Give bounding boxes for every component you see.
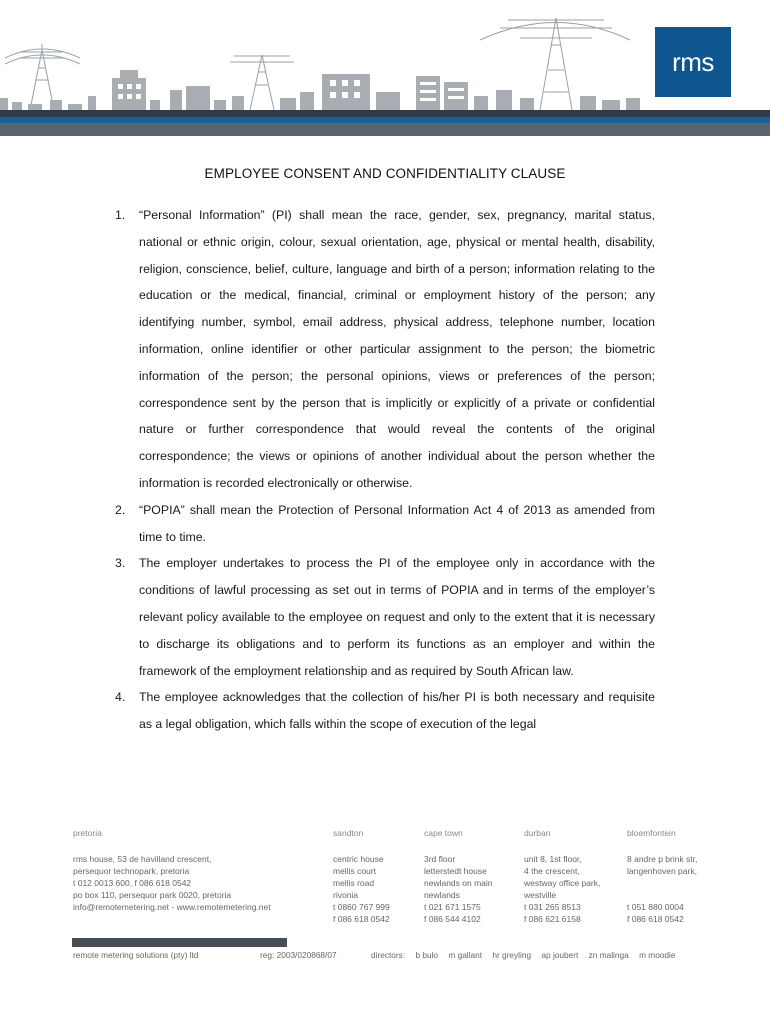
address-line: 8 andre p brink str,: [627, 854, 698, 864]
address-line: centric house: [333, 854, 384, 864]
company-name: remote metering solutions (pty) ltd: [73, 950, 199, 960]
clause-text: The employer undertakes to process the PI of the employee only in accordance with the conditions of lawful processing as set out in terms of POPIA and in terms of the employer’s relevant policy available to the employee on request and only to the extent that it is necessary to discharge its obligations and to perform its functions as an employer and within the framework of the employment relationship and as required by South African law.: [139, 556, 655, 678]
office-pretoria: [73, 828, 271, 913]
clause-item: [110, 684, 655, 738]
director-name: m moodie: [639, 950, 676, 960]
rms-logo: rms: [655, 27, 731, 97]
office-cape-town: [424, 828, 493, 925]
address-line: info@remotemetering.net - www.remotemetering.net: [73, 902, 271, 912]
director-name: ap joubert: [541, 950, 579, 960]
address-line: unit 8, 1st floor,: [524, 854, 582, 864]
director-name: b bulo: [415, 950, 439, 960]
directors-label: directors:: [371, 950, 406, 960]
address-line: po box 110, persequor park 0020, pretoria: [73, 890, 232, 900]
address-line: f 086 618 0542: [627, 914, 684, 924]
footer-divider-bar: [72, 938, 287, 947]
office-bloemfontein: [627, 828, 697, 925]
address-line: rivonia: [333, 890, 359, 900]
office-city: sandton: [333, 828, 364, 838]
address-line: rms house, 53 de havilland crescent,: [73, 854, 212, 864]
address-line: [627, 889, 697, 901]
office-durban: [524, 828, 600, 925]
office-city: cape town: [424, 828, 463, 838]
address-line: f 086 544 4102: [424, 914, 481, 924]
address-line: mellis road: [333, 878, 375, 888]
director-name: hr greyling: [492, 950, 532, 960]
registration-number: reg: 2003/020868/07: [260, 950, 337, 960]
letterhead-banner: [0, 0, 770, 140]
address-line: t 012 0013 600, f 086 618 0542: [73, 878, 192, 888]
address-line: t 051 880 0004: [627, 902, 684, 912]
address-line: [627, 877, 697, 889]
clause-number: 2.: [115, 502, 126, 517]
address-line: newlands on main: [424, 878, 493, 888]
address-line: f 086 621 6158: [524, 914, 581, 924]
office-city: pretoria: [73, 828, 102, 838]
address-line: t 0860 767 999: [333, 902, 390, 912]
office-sandton: [333, 828, 390, 925]
address-line: t 021 671 1575: [424, 902, 481, 912]
clause-list: [110, 202, 655, 738]
address-line: t 031 265 8513: [524, 902, 581, 912]
directors-list: [371, 950, 684, 960]
address-line: westway office park,: [524, 878, 601, 888]
clause-item: [110, 202, 655, 497]
clause-text: “POPIA” shall mean the Protection of Personal Information Act 4 of 2013 as amended from time to time.: [139, 502, 655, 544]
office-city: durban: [524, 828, 551, 838]
address-line: letterstedt house: [424, 866, 487, 876]
address-line: persequor technopark, pretoria: [73, 866, 190, 876]
address-line: f 086 618 0542: [333, 914, 390, 924]
clause-text: The employee acknowledges that the collection of his/her PI is both necessary and requisite as a legal obligation, which falls within the scope of execution of the legal: [139, 690, 655, 732]
address-line: 4 the crescent,: [524, 866, 580, 876]
clause-number: 1.: [115, 208, 126, 222]
address-line: mellis court: [333, 866, 376, 876]
clause-item: [110, 497, 655, 551]
director-name: m gallant: [448, 950, 483, 960]
address-line: 3rd floor: [424, 854, 456, 864]
office-city: bloemfontein: [627, 828, 676, 838]
document-title: EMPLOYEE CONSENT AND CONFIDENTIALITY CLAUSE: [204, 166, 566, 181]
director-name: zn malinga: [588, 950, 629, 960]
clause-item: [110, 550, 655, 684]
clause-number: 3.: [115, 556, 126, 571]
address-line: langenhoven park,: [627, 866, 697, 876]
address-line: newlands: [424, 890, 460, 900]
clause-text: “Personal Information” (PI) shall mean the race, gender, sex, pregnancy, marital status, national or ethnic origin, colour, sexual orientation, age, physical or mental health, disability, religion, conscience, belief, culture, language and birth of a person; information relating to the education or the medical, financial, criminal or employment history of the person; any identifying number, symbol, email address, physical address, telephone number, location information, online identifier or other particular assignment to the person; the biometric information of the person; the personal opinions, views or preferences of the person; correspondence sent by the person that is implicitly or explicitly of a private or confidential nature or further correspondence that would reveal the contents of the original correspondence; the views or opinions of another individual about the person whether the information is recorded electronically or otherwise.: [139, 208, 655, 490]
address-line: westville: [524, 890, 557, 900]
clause-number: 4.: [115, 690, 126, 705]
